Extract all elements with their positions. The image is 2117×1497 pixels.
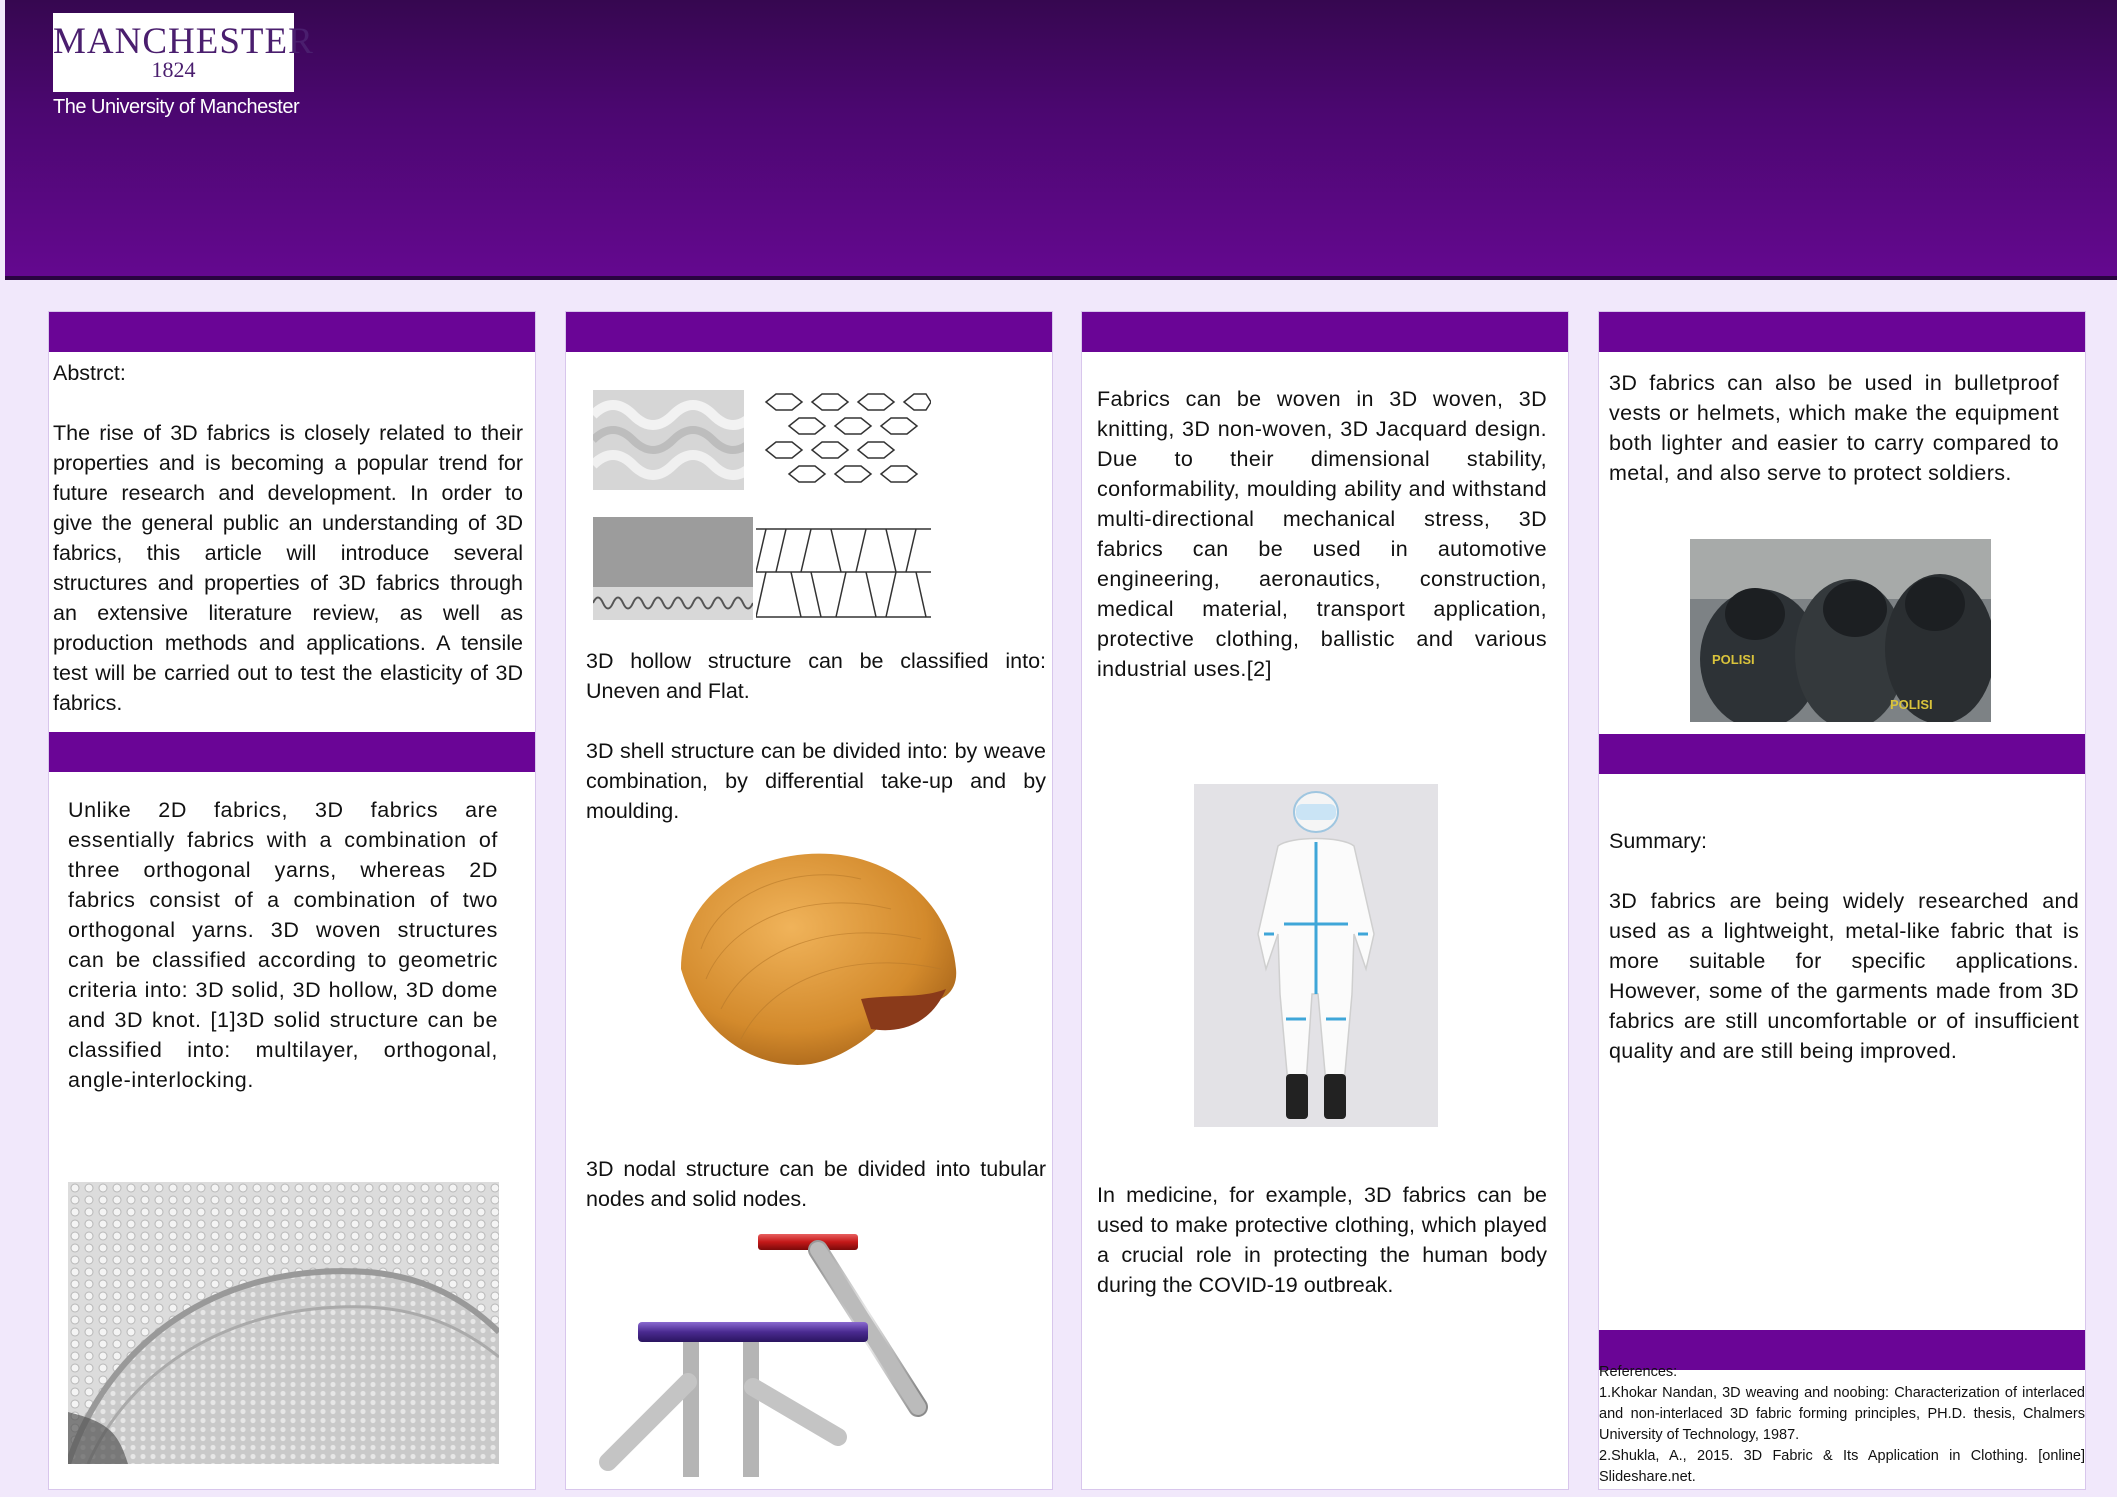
poster-template-watermark — [2100, 1280, 2112, 1440]
column-3 — [1081, 311, 1569, 1490]
production-text: Fabrics can be woven in 3D woven, 3D knitting, 3D non-woven, 3D Jacquard design. Due to their dimensional stability, conformability, moulding ability and withstand multi-directional mechanical stress, 3D fabrics can be used in automotive engineering, aeronautics, construction, medical material, transport application, protective clothing, ballistic and various industrial uses.[2] — [1097, 387, 1547, 681]
column-4 — [1598, 311, 2086, 1490]
spacer-fabric-image — [68, 1182, 499, 1464]
summary-text: 3D fabrics are being widely researched and used as a lightweight, metal-like fabric that is more suitable for specific applications. However, some of the garments made from 3D fabrics are still uncomfortable or of insufficient quality and are still being improved. — [1609, 889, 2079, 1063]
nodal-text: 3D nodal structure can be divided into tubular nodes and solid nodes. — [586, 1157, 1046, 1211]
bulletproof-text: 3D fabrics can also be used in bulletproof vests or helmets, which make the equipment both lighter and easier to carry compared to metal, and also serve to protect soldiers. — [1609, 371, 2059, 485]
hollow-text: 3D hollow structure can be classified into: Uneven and Flat. — [586, 649, 1046, 703]
references-label: References: — [1599, 1364, 1678, 1380]
protective-suit-image — [1194, 784, 1438, 1127]
helmet-image — [661, 849, 961, 1071]
section-bar — [566, 312, 1052, 352]
column-2 — [565, 311, 1053, 1490]
column-1 — [48, 311, 536, 1490]
section-bar — [1599, 734, 2085, 774]
abstract-text: The rise of 3D fabrics is closely related to their properties and is becoming a popular trend for future research and development. In order to give the general public an understanding of 3D fabrics, this article will introduce several structures and properties of 3D fabrics through an extensive literature review, as well as production methods and applications. A tensile test will be carried out to test the elasticity of 3D fabrics. — [53, 421, 523, 715]
reference-2: 2.Shukla, A., 2015. 3D Fabric & Its Application in Clothing. [online] Slideshare.net. — [1599, 1448, 2085, 1485]
hollow-uneven-photo — [593, 390, 744, 490]
logo-subtitle: The University of Manchester — [53, 96, 300, 118]
police-photo — [1690, 539, 1991, 722]
hexagon-diagram — [756, 392, 931, 488]
references — [1599, 1362, 2085, 1488]
shell-text: 3D shell structure can be divided into: by weave combination, by differential take-up and by moulding. — [586, 739, 1046, 823]
summary-label: Summary: — [1609, 829, 1707, 853]
reference-1: 1.Khokar Nandan, 3D weaving and noobing: Characterization of interlaced and non-interlaced 3D fabric forming principles, PH.D. thesis, Chalmers University of Technology, 1987. — [1599, 1385, 2085, 1443]
section-bar — [1082, 312, 1568, 352]
triangle-truss-diagram — [756, 527, 931, 620]
medicine-text: In medicine, for example, 3D fabrics can be used to make protective clothing, which played a crucial role in protecting the human body during the COVID-19 outbreak. — [1097, 1183, 1547, 1297]
section-bar — [1599, 312, 2085, 352]
poster-header — [5, 0, 2117, 280]
section-bar — [49, 312, 535, 352]
structures-text: Unlike 2D fabrics, 3D fabrics are essentially fabrics with a combination of three orthogonal yarns, whereas 2D fabrics consist of a combination of two orthogonal yarns. 3D woven structures can be classified according to geometric criteria into: 3D solid, 3D hollow, 3D dome and 3D knot. [1]3D solid structure can be classified into: multilayer, orthogonal, angle-interlocking. — [68, 798, 498, 1092]
hollow-flat-photo — [593, 517, 753, 620]
police-label: POLISI — [1890, 697, 1933, 712]
university-logo — [53, 13, 314, 92]
nodal-structure-diagram — [588, 1232, 948, 1482]
logo-wordmark: MANCHESTER — [53, 21, 314, 62]
logo-year: 1824 — [151, 57, 196, 82]
abstract-label: Abstrct: — [53, 361, 126, 385]
police-label: POLISI — [1712, 652, 1755, 667]
section-bar — [49, 732, 535, 772]
